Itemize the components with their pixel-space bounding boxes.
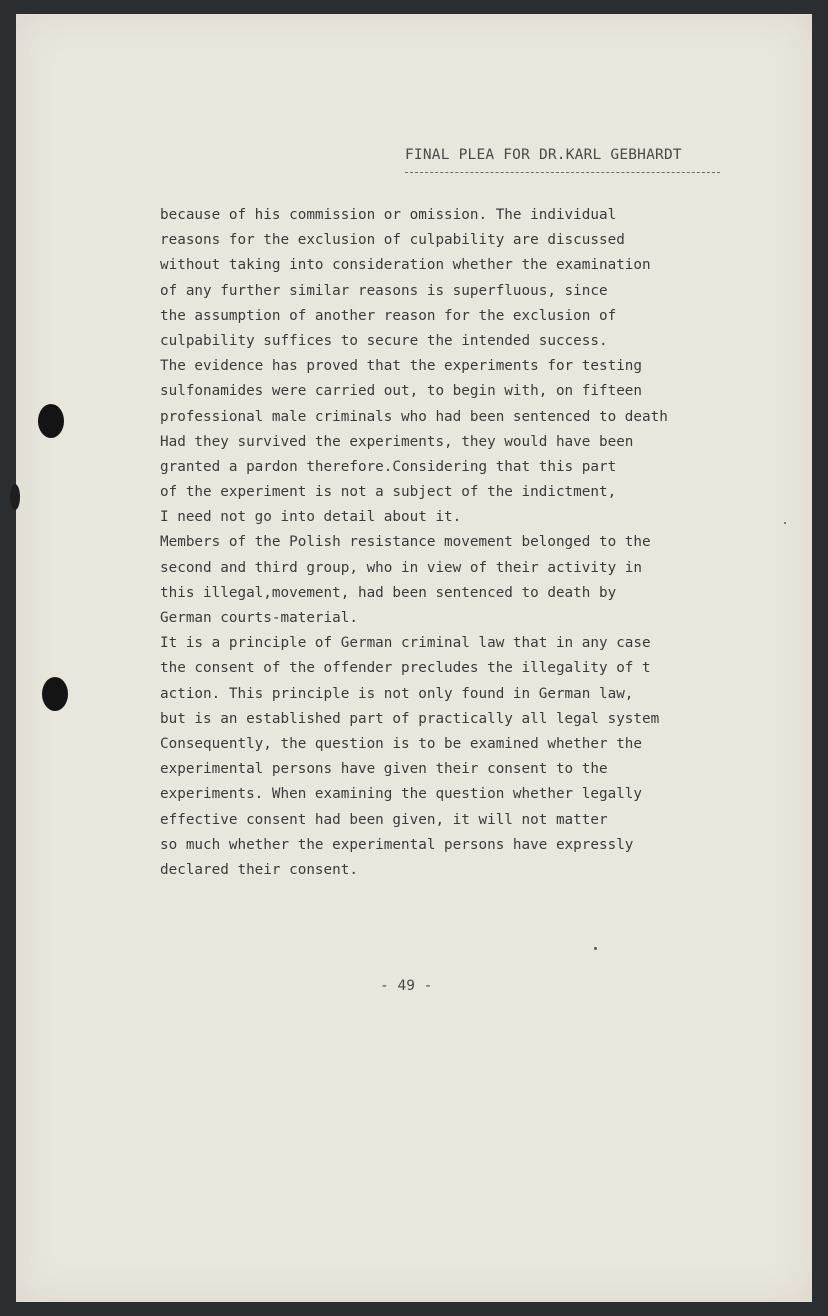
- text-line: reasons for the exclusion of culpability are discussed: [160, 232, 625, 249]
- text-line: this illegal,movement, had been sentenced to death by: [160, 584, 617, 601]
- ink-speck: [594, 947, 597, 950]
- text-line: declared their consent.: [160, 861, 358, 878]
- document-header-title: FINAL PLEA FOR DR.KARL GEBHARDT: [405, 147, 682, 163]
- text-line: the assumption of another reason for the exclusion of: [160, 307, 617, 324]
- text-line: sulfonamides were carried out, to begin with, on fifteen: [160, 383, 643, 400]
- text-line: It is a principle of German criminal law that in any case: [160, 635, 651, 652]
- text-line: action. This principle is not only found in German law,: [160, 685, 634, 702]
- text-line: experiments. When examining the question whether legally: [160, 786, 643, 803]
- text-line: culpability suffices to secure the intended success.: [160, 332, 608, 349]
- text-line: so much whether the experimental persons have expressly: [160, 836, 634, 853]
- text-line: professional male criminals who had been sentenced to death: [160, 408, 668, 425]
- text-line: but is an established part of practically all legal system: [160, 710, 660, 727]
- text-line: Members of the Polish resistance movement belonged to the: [160, 534, 651, 551]
- page-number: - 49 -: [380, 978, 433, 994]
- text-line: Had they survived the experiments, they would have been: [160, 433, 634, 450]
- punch-hole-top: [38, 404, 64, 438]
- ink-speck: [784, 522, 786, 524]
- body-text: [160, 203, 780, 883]
- edge-tear: [10, 484, 20, 510]
- text-line: the consent of the offender precludes the illegality of t: [160, 660, 651, 677]
- text-line: of the experiment is not a subject of the indictment,: [160, 484, 617, 501]
- text-line: granted a pardon therefore.Considering that this part: [160, 458, 617, 475]
- text-line: without taking into consideration whether the examination: [160, 257, 651, 274]
- text-line: Consequently, the question is to be examined whether the: [160, 735, 643, 752]
- text-line: effective consent had been given, it will not matter: [160, 811, 608, 828]
- text-line: of any further similar reasons is superfluous, since: [160, 282, 608, 299]
- header-underline: [405, 172, 720, 173]
- text-line: I need not go into detail about it.: [160, 509, 462, 526]
- text-line: because of his commission or omission. The individual: [160, 207, 617, 223]
- text-line: German courts-material.: [160, 610, 358, 626]
- text-line: second and third group, who in view of their activity in: [160, 559, 643, 576]
- text-line: experimental persons have given their consent to the: [160, 761, 608, 778]
- text-line: The evidence has proved that the experiments for testing: [160, 358, 643, 375]
- punch-hole-bottom: [42, 677, 68, 711]
